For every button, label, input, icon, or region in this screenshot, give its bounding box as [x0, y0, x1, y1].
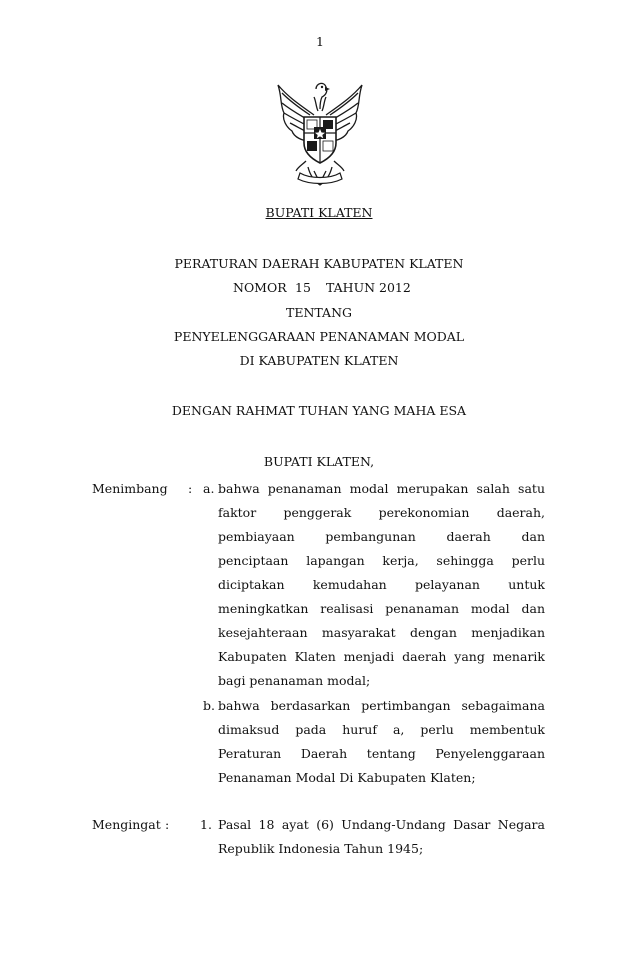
- garuda-pancasila-emblem-icon: [270, 75, 370, 195]
- blessing-line: DENGAN RAHMAT TUHAN YANG MAHA ESA: [171, 403, 467, 418]
- item-a-line: diciptakan kemudahan pelayanan untuk: [218, 577, 545, 592]
- item-b-line: dimaksud pada huruf a, perlu membentuk: [218, 722, 545, 737]
- regent-title: BUPATI KLATEN: [265, 205, 373, 220]
- page-number: 1: [316, 34, 324, 49]
- item-b-line: Peraturan Daerah tentang Penyelenggaraan: [218, 746, 545, 761]
- item-a-line: Kabupaten Klaten menjadi daerah yang menarik: [218, 649, 545, 664]
- subject-line-2: DI KABUPATEN KLATEN: [239, 353, 399, 368]
- tentang-heading: TENTANG: [285, 305, 352, 320]
- item-a-line: meningkatkan realisasi penanaman modal dan: [218, 601, 545, 616]
- item-a-line: pembiayaan pembangunan daerah dan: [218, 529, 545, 544]
- nomor-value: 15: [295, 280, 311, 295]
- menimbang-colon: :: [188, 481, 193, 496]
- tahun-label: TAHUN 2012: [326, 280, 411, 295]
- subject-line-1: PENYELENGGARAAN PENANAMAN MODAL: [173, 329, 465, 344]
- item-a-line: faktor penggerak perekonomian daerah,: [218, 505, 545, 520]
- item-b-line: bahwa berdasarkan pertimbangan sebagaimana: [218, 698, 545, 713]
- item-b-marker: b.: [203, 698, 215, 713]
- item-1-marker: 1.: [200, 817, 212, 832]
- regent-name: BUPATI KLATEN,: [263, 454, 375, 469]
- mengingat-colon: :: [165, 817, 170, 832]
- item-b-line: Penanaman Modal Di Kabupaten Klaten;: [218, 770, 476, 785]
- item-1-line: Republik Indonesia Tahun 1945;: [218, 841, 424, 856]
- nomor-label: NOMOR: [233, 280, 287, 295]
- item-a-line: kesejahteraan masyarakat dengan menjadikan: [218, 625, 545, 640]
- item-a-marker: a.: [203, 481, 215, 496]
- regulation-title: PERATURAN DAERAH KABUPATEN KLATEN: [174, 256, 464, 271]
- item-a-line: bahwa penanaman modal merupakan salah satu: [218, 481, 545, 496]
- mengingat-label: Mengingat: [92, 817, 161, 832]
- item-1-line: Pasal 18 ayat (6) Undang-Undang Dasar Negara: [218, 817, 545, 832]
- menimbang-label: Menimbang: [92, 481, 168, 496]
- item-a-line: penciptaan lapangan kerja, sehingga perlu: [218, 553, 545, 568]
- item-a-line: bagi penanaman modal;: [218, 673, 371, 688]
